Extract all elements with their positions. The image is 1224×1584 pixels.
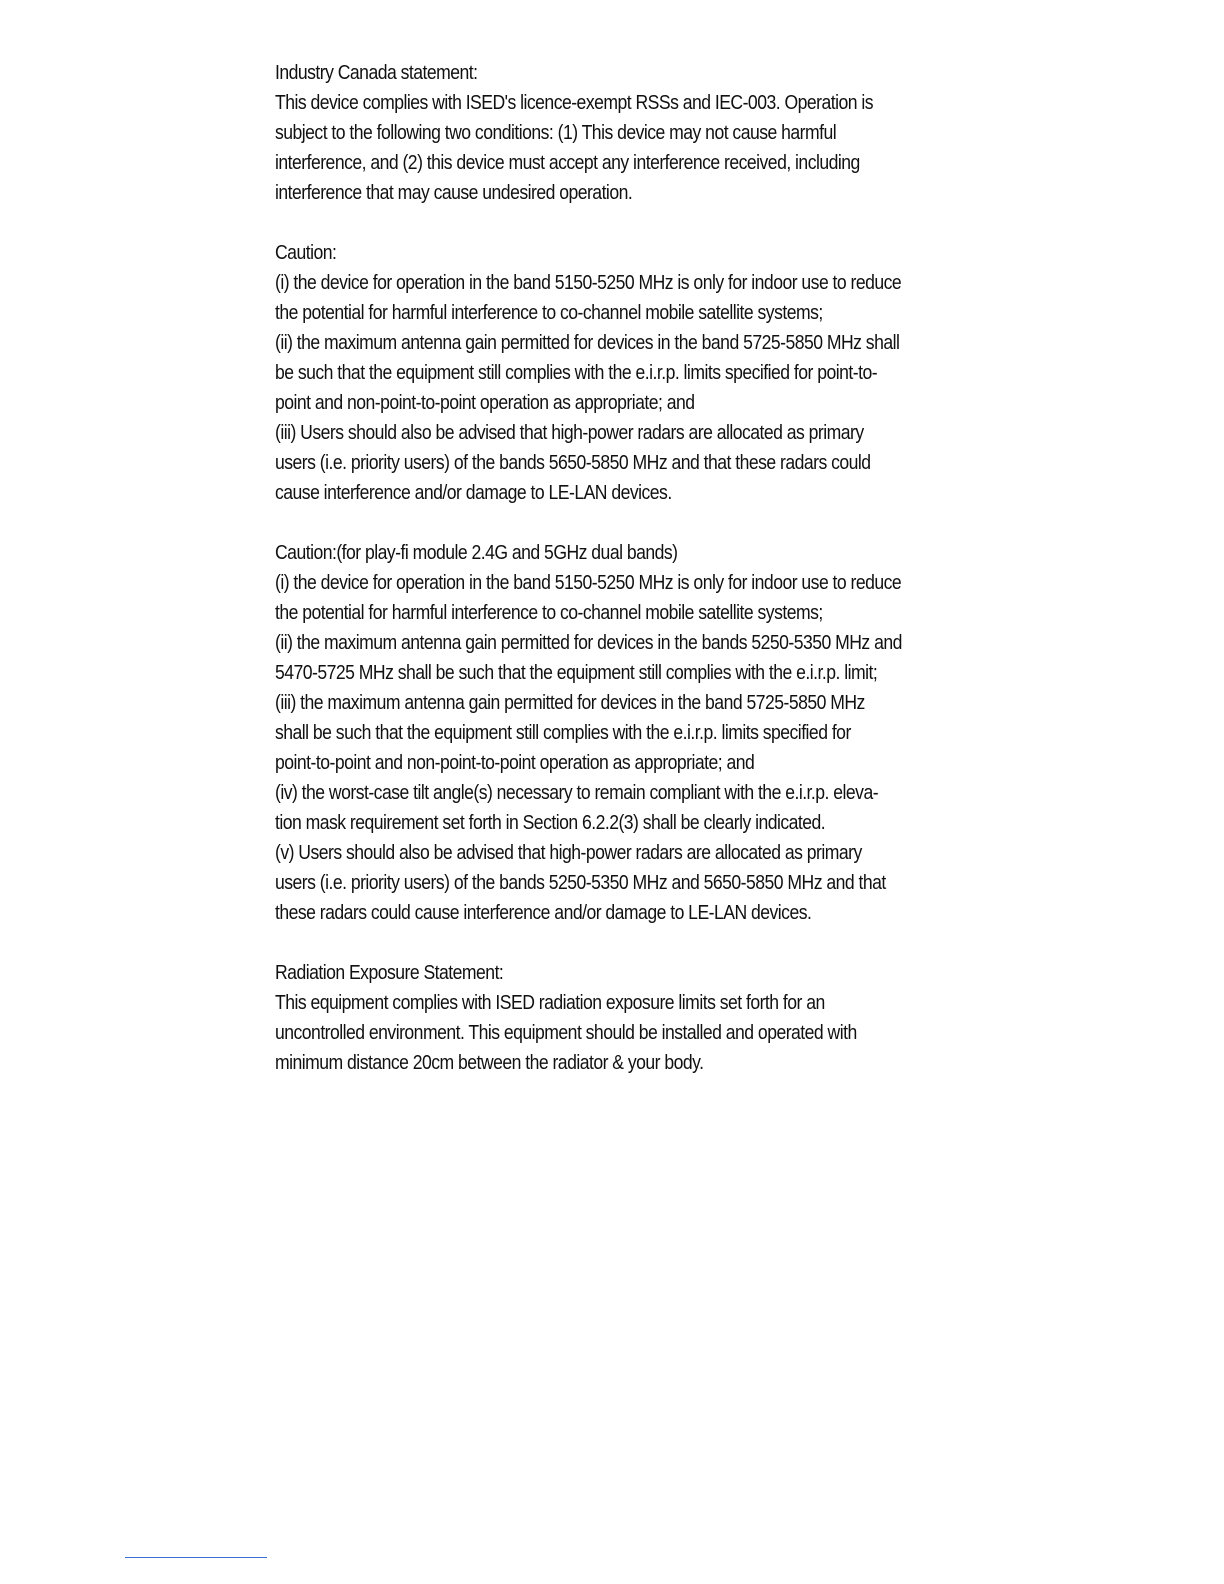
caution-playfi-section	[275, 538, 935, 928]
body-line: the potential for harmful interference to co-channel mobile satellite systems;	[275, 302, 823, 324]
caution-section	[275, 238, 935, 508]
section-heading: Radiation Exposure Statement:	[275, 962, 504, 984]
body-line: be such that the equipment still complies with the e.i.r.p. limits specified for point-to-	[275, 362, 878, 384]
industry-canada-section	[275, 58, 935, 208]
body-line: This device complies with ISED's licence-exempt RSSs and IEC-003. Operation is	[275, 92, 874, 114]
body-line: (iv) the worst-case tilt angle(s) necessary to remain compliant with the e.i.r.p. eleva-	[275, 782, 879, 804]
body-line: shall be such that the equipment still complies with the e.i.r.p. limits specified for	[275, 722, 851, 744]
body-line: This equipment complies with ISED radiation exposure limits set forth for an	[275, 992, 825, 1014]
body-line: these radars could cause interference and/or damage to LE-LAN devices.	[275, 902, 812, 924]
body-line: point-to-point and non-point-to-point operation as appropriate; and	[275, 752, 755, 774]
body-line: (i) the device for operation in the band 5150-5250 MHz is only for indoor use to reduce	[275, 272, 902, 294]
body-line: (ii) the maximum antenna gain permitted for devices in the band 5725-5850 MHz shall	[275, 332, 900, 354]
page-content	[275, 58, 935, 1078]
body-line: (iii) the maximum antenna gain permitted for devices in the band 5725-5850 MHz	[275, 692, 865, 714]
body-line: interference that may cause undesired operation.	[275, 182, 633, 204]
body-line: cause interference and/or damage to LE-LAN devices.	[275, 482, 672, 504]
body-line: (ii) the maximum antenna gain permitted for devices in the bands 5250-5350 MHz and	[275, 632, 902, 654]
radiation-exposure-section	[275, 958, 935, 1078]
body-line: subject to the following two conditions: (1) This device may not cause harmful	[275, 122, 837, 144]
body-line: (iii) Users should also be advised that high-power radars are allocated as primary	[275, 422, 864, 444]
section-spacer	[275, 208, 935, 238]
body-line: (v) Users should also be advised that high-power radars are allocated as primary	[275, 842, 862, 864]
section-heading: Caution:	[275, 242, 337, 264]
section-spacer	[275, 928, 935, 958]
footnote-divider	[125, 1557, 267, 1558]
section-spacer	[275, 508, 935, 538]
body-line: uncontrolled environment. This equipment should be installed and operated with	[275, 1022, 857, 1044]
body-line: point and non-point-to-point operation as appropriate; and	[275, 392, 695, 414]
body-line: 5470-5725 MHz shall be such that the equipment still complies with the e.i.r.p. limit;	[275, 662, 878, 684]
body-line: (i) the device for operation in the band 5150-5250 MHz is only for indoor use to reduce	[275, 572, 902, 594]
body-line: interference, and (2) this device must accept any interference received, including	[275, 152, 860, 174]
body-line: users (i.e. priority users) of the bands 5650-5850 MHz and that these radars could	[275, 452, 871, 474]
section-heading: Industry Canada statement:	[275, 62, 478, 84]
body-line: the potential for harmful interference to co-channel mobile satellite systems;	[275, 602, 823, 624]
body-line: users (i.e. priority users) of the bands 5250-5350 MHz and 5650-5850 MHz and that	[275, 872, 886, 894]
body-line: tion mask requirement set forth in Section 6.2.2(3) shall be clearly indicated.	[275, 812, 826, 834]
section-heading: Caution:(for play-fi module 2.4G and 5GHz dual bands)	[275, 542, 678, 564]
body-line: minimum distance 20cm between the radiator & your body.	[275, 1052, 704, 1074]
